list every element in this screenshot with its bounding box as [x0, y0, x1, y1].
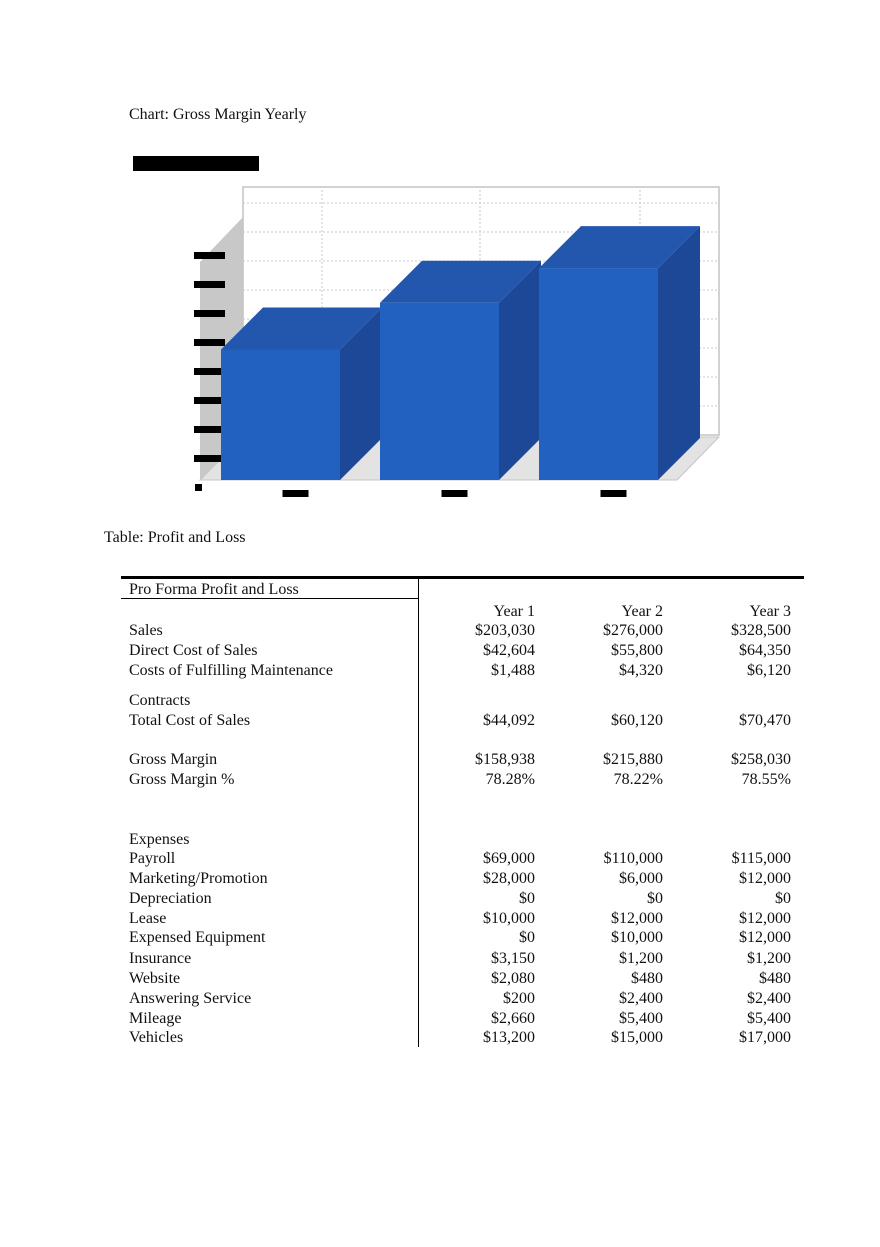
cell-year-3: $64,350: [739, 642, 791, 659]
cell-year-1: $200: [503, 990, 535, 1007]
y-tick-label-redacted: [194, 310, 225, 317]
table-row-gross-margin: [121, 750, 804, 770]
table-row-lease: [121, 909, 804, 929]
row-label: Mileage: [129, 1010, 182, 1027]
header-year-3: Year 3: [749, 603, 791, 620]
cell-year-3: $17,000: [739, 1029, 791, 1046]
cell-year-1: 78.28%: [485, 771, 535, 788]
y-tick-label-redacted: [194, 252, 225, 259]
cell-year-3: $12,000: [739, 910, 791, 927]
cell-year-2: $110,000: [603, 850, 663, 867]
cell-year-3: $6,120: [747, 662, 791, 679]
cell-year-2: $6,000: [619, 870, 663, 887]
bar-side: [658, 226, 700, 480]
cell-year-1: $28,000: [483, 870, 535, 887]
cell-year-2: $12,000: [611, 910, 663, 927]
cell-year-2: $5,400: [619, 1010, 663, 1027]
row-label: Expenses: [129, 831, 190, 848]
table-row-marketing: [121, 869, 804, 889]
cell-year-2: $1,200: [619, 950, 663, 967]
y-tick-label-redacted: [194, 368, 225, 375]
table-row-sales: [121, 621, 804, 641]
table-row-total-cost: [121, 711, 804, 731]
table-row-insurance: [121, 949, 804, 969]
cell-year-2: $60,120: [611, 712, 663, 729]
table-row-expensed-equipment: [121, 928, 804, 948]
row-label: Expensed Equipment: [129, 929, 266, 946]
row-label: Marketing/Promotion: [129, 870, 268, 887]
cell-year-3: $2,400: [747, 990, 791, 1007]
cell-year-1: $203,030: [475, 622, 535, 639]
table-row-answering-service: [121, 989, 804, 1009]
cell-year-1: $0: [519, 929, 535, 946]
row-label: Website: [129, 970, 181, 987]
bar-year-2: [380, 261, 541, 480]
bar-year-3: [539, 226, 700, 480]
bar-front: [539, 268, 658, 480]
cell-year-1: $0: [519, 890, 535, 907]
cell-year-3: $12,000: [739, 870, 791, 887]
x-axis-tick-labels: [283, 490, 627, 497]
cell-year-2: $15,000: [611, 1029, 663, 1046]
cell-year-2: 78.22%: [613, 771, 663, 788]
row-label: Costs of Fulfilling Maintenance: [129, 662, 333, 679]
header-year-1: Year 1: [493, 603, 535, 620]
cell-year-1: $3,150: [491, 950, 535, 967]
table-caption: Table: Profit and Loss: [104, 529, 246, 546]
cell-year-2: $0: [647, 890, 663, 907]
bar-year-1: [221, 307, 382, 480]
y-tick-label-redacted: [194, 281, 225, 288]
cell-year-2: $10,000: [611, 929, 663, 946]
cell-year-3: $258,030: [731, 751, 791, 768]
row-label: Total Cost of Sales: [129, 712, 251, 729]
header-year-2: Year 2: [621, 603, 663, 620]
cell-year-1: $158,938: [475, 751, 535, 768]
cell-year-3: $480: [759, 970, 791, 987]
table-row-vehicles: [121, 1028, 804, 1048]
cell-year-3: $0: [775, 890, 791, 907]
table-top-rule: [121, 576, 804, 579]
cell-year-3: $12,000: [739, 929, 791, 946]
cell-year-1: $10,000: [483, 910, 535, 927]
row-label: Vehicles: [129, 1029, 184, 1046]
bar-front: [380, 303, 499, 480]
cell-year-1: $2,080: [491, 970, 535, 987]
y-tick-label-redacted: [194, 455, 225, 462]
chart-title-redaction: [133, 156, 259, 171]
cell-year-3: $1,200: [747, 950, 791, 967]
y-tick-label-redacted: [194, 426, 225, 433]
cell-year-3: $5,400: [747, 1010, 791, 1027]
row-label: Direct Cost of Sales: [129, 642, 258, 659]
cell-year-2: $55,800: [611, 642, 663, 659]
cell-year-1: $42,604: [483, 642, 535, 659]
y-axis-tick-labels: [194, 252, 225, 491]
cell-year-1: $13,200: [483, 1029, 535, 1046]
cell-year-1: $1,488: [491, 662, 535, 679]
gross-margin-chart: [120, 150, 730, 510]
cell-year-2: $2,400: [619, 990, 663, 1007]
table-row-direct-cost: [121, 641, 804, 661]
y-tick-label-redacted: [194, 397, 225, 404]
x-tick-label-redacted: [283, 490, 309, 497]
table-row-payroll: [121, 849, 804, 869]
cell-year-3: $115,000: [731, 850, 791, 867]
row-label: Answering Service: [129, 990, 252, 1007]
row-label: Gross Margin: [129, 751, 218, 768]
cell-year-2: $276,000: [603, 622, 663, 639]
table-title: Pro Forma Profit and Loss: [129, 581, 299, 598]
y-tick-label-redacted: [194, 339, 225, 346]
cell-year-3: 78.55%: [741, 771, 791, 788]
row-label: Lease: [129, 910, 167, 927]
table-row-contracts: [121, 691, 804, 711]
table-row-website: [121, 969, 804, 989]
table-row-gross-margin-pct: [121, 770, 804, 790]
cell-year-3: $328,500: [731, 622, 791, 639]
cell-year-1: $2,660: [491, 1010, 535, 1027]
cell-year-3: $70,470: [739, 712, 791, 729]
row-label: Gross Margin %: [129, 771, 235, 788]
cell-year-2: $480: [631, 970, 663, 987]
table-row-expenses: [121, 830, 804, 850]
cell-year-2: $4,320: [619, 662, 663, 679]
table-row-depreciation: [121, 889, 804, 909]
y-tick-label-redacted: [195, 484, 202, 491]
row-label: Insurance: [129, 950, 192, 967]
row-label: Payroll: [129, 850, 176, 867]
table-row-mileage: [121, 1009, 804, 1029]
table-row-maintenance: [121, 661, 804, 681]
bar-front: [221, 349, 340, 480]
row-label: Contracts: [129, 692, 191, 709]
chart-caption: Chart: Gross Margin Yearly: [129, 106, 307, 123]
x-tick-label-redacted: [601, 490, 627, 497]
cell-year-1: $69,000: [483, 850, 535, 867]
table-header-row: [121, 602, 804, 622]
cell-year-1: $44,092: [483, 712, 535, 729]
x-tick-label-redacted: [442, 490, 468, 497]
cell-year-2: $215,880: [603, 751, 663, 768]
row-label: Depreciation: [129, 890, 212, 907]
row-label: Sales: [129, 622, 163, 639]
